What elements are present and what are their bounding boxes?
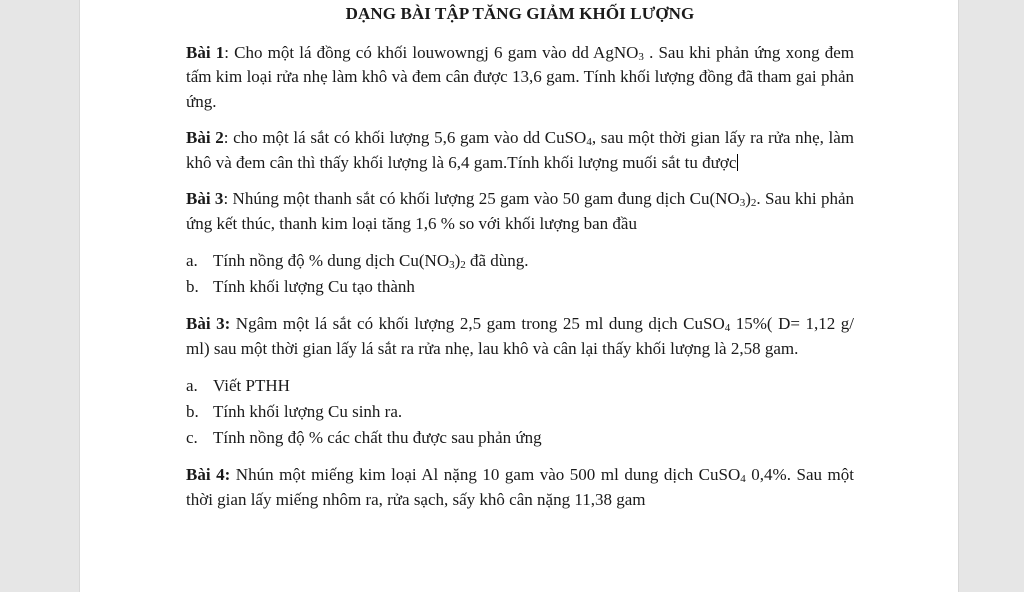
list-marker: b. [186,277,199,296]
list-marker: a. [186,251,198,270]
exercise-label: Bài 4: [186,465,231,484]
exercise-label: Bài 3 [186,189,224,208]
exercise-3 [186,187,854,236]
exercise-label: Bài 2 [186,128,224,147]
list-item [186,373,854,399]
exercise-text: ) [745,189,751,208]
list-marker: b. [186,402,199,421]
subscript: 3 [638,50,644,63]
list-marker: c. [186,428,198,447]
exercise-text: . Sau khi phản ứng kết thúc, thanh kim loại tăng 1,6 % so với khối lượng ban đầu [186,189,854,233]
exercise-text: Cho một lá đồng có khối louwowngj 6 gam vào dd AgNO [228,42,639,62]
exercise-3b [186,312,854,361]
subscript: 3 [739,197,746,209]
exercise-label: Bài 3: [186,314,231,333]
list-item [186,399,854,425]
exercise-4 [186,463,854,512]
exercise-1 [186,41,854,115]
list-marker: a. [186,376,198,395]
subscript: 4 [740,473,746,485]
list-item-text: Tính khối lượng Cu sinh ra. [213,402,403,421]
exercise-2 [186,126,854,175]
exercise-3-subquestions [186,248,854,300]
list-item-text: Tính khối lượng Cu tạo thành [213,277,415,296]
exercise-3b-subquestions [186,373,854,451]
exercise-text: Nhún một miếng kim loại Al nặng 10 gam vào 500 ml dung dịch CuSO [230,465,741,484]
list-item [186,425,854,451]
list-item-text: Viết PTHH [213,376,290,395]
subscript: 2 [750,197,757,209]
exercise-text: 0,4%. Sau một thời gian lấy miếng nhôm ra, rửa sạch, sấy khô cân nặng 11,38 gam [186,465,854,509]
subscript: 4 [586,136,592,148]
exercise-text: , sau một thời gian lấy ra rửa nhẹ, làm khô và đem cân thì thấy khối lượng là 6,4 gam.Tính khối lượng muối sắt tu được [186,128,855,172]
subscript: 2 [460,259,466,271]
exercise-text: . Sau khi phản ứng xong đem tấm kim loại rửa nhẹ làm khô và đem cân được 13,6 gam. Tính khối lượng đồng đã tham gai phản ứng. [186,42,855,111]
text-cursor [737,154,738,171]
document-title: DẠNG BÀI TẬP TĂNG GIẢM KHỐI LƯỢNG [345,4,695,23]
exercise-text: Ngâm một lá sắt có khối lượng 2,5 gam trong 25 ml dung dịch CuSO [230,314,725,333]
exercise-label: Bài 1 [186,42,225,62]
list-item-text: Tính nồng độ % các chất thu được sau phản ứng [213,428,542,447]
list-item [186,274,854,300]
list-item [186,248,854,274]
document-body[interactable] [186,0,854,524]
subscript: 4 [724,322,731,334]
list-item-text: ) [454,251,461,270]
list-item-text: Tính nồng độ % dung dịch Cu(NO [213,251,450,270]
list-item-text: đã dùng. [465,251,529,270]
exercise-text: 15%( D= 1,12 g/ ml) sau một thời gian lấy lá sắt ra rửa nhẹ, lau khô và cân lại thấy khối lượng là 2,58 gam. [186,314,854,358]
label-separator: : [223,189,229,208]
subscript: 3 [449,259,455,271]
exercise-text: cho một lá sắt có khối lượng 5,6 gam vào dd CuSO [228,128,587,147]
exercise-text: Nhúng một thanh sắt có khối lượng 25 gam vào 50 gam đung dịch Cu(NO [228,189,740,208]
document-page[interactable] [79,0,959,592]
label-separator: : [224,42,229,62]
label-separator: : [223,128,229,147]
